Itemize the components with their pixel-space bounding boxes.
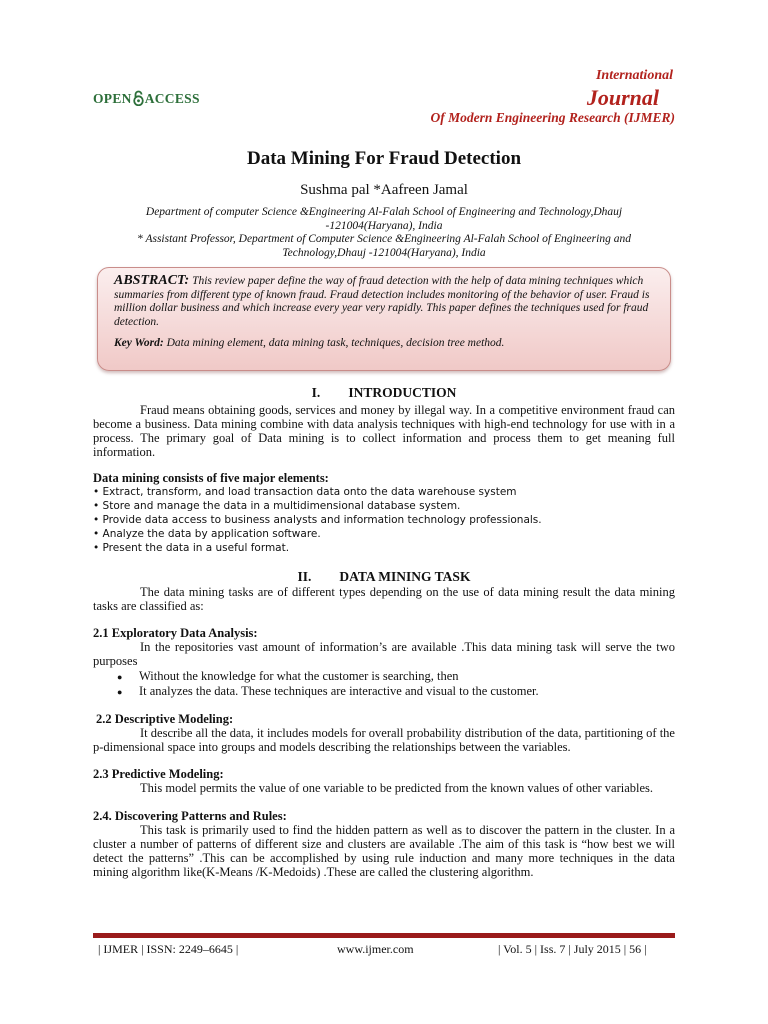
list-item: ● It analyzes the data. These techniques are interactive and visual to the customer.	[117, 684, 539, 699]
abstract-label: ABSTRACT:	[114, 273, 190, 288]
subsection-2-3-text: This model permits the value of one variable to be predicted from the known values of other variables.	[140, 781, 654, 795]
footer-issn: | IJMER | ISSN: 2249–6645 |	[98, 942, 239, 956]
keywords-text: Data mining element, data mining task, techniques, decision tree method.	[166, 337, 505, 349]
section-2-number: II.	[297, 569, 312, 584]
open-access-right: ACCESS	[144, 91, 200, 106]
paper-title: Data Mining For Fraud Detection	[246, 148, 522, 169]
keywords	[114, 337, 656, 349]
section-1-heading	[0, 385, 768, 401]
keywords-label: Key Word:	[114, 337, 164, 349]
affiliation-1: Department of computer Science &Engineering Al-Falah School of Engineering and Technology,Dhauj -121004(Haryana), India	[145, 206, 623, 232]
open-access-left: OPEN	[93, 91, 132, 106]
section-2-title: DATA MINING TASK	[339, 569, 471, 584]
subsection-2-1-bullets	[117, 669, 539, 699]
journal-intl: International	[595, 68, 673, 83]
elements-list	[93, 485, 542, 555]
list-item: • Present the data in a useful format.	[93, 542, 290, 554]
subsection-2-2-heading: 2.2 Descriptive Modeling:	[96, 712, 234, 726]
subsection-2-3-heading: 2.3 Predictive Modeling:	[93, 767, 224, 781]
affiliation-2: * Assistant Professor, Department of Computer Science &Engineering Al-Falah School of Engineering and Technology,Dhauj -121004(Haryana), India	[137, 233, 631, 259]
paper-authors: Sushma pal *Aafreen Jamal	[300, 182, 468, 198]
subsection-2-1-heading: 2.1 Exploratory Data Analysis:	[93, 626, 258, 640]
journal-name: Journal	[586, 85, 659, 110]
section-2-heading	[0, 569, 768, 585]
list-item: • Analyze the data by application software.	[93, 528, 321, 540]
list-item: • Provide data access to business analysts and information technology professionals.	[93, 514, 542, 526]
section-1-number: I.	[311, 385, 321, 400]
footer-volume: | Vol. 5 | Iss. 7 | July 2015 | 56 |	[498, 942, 647, 956]
abstract-box	[97, 267, 671, 371]
subsection-2-2-text: It describe all the data, it includes models for overall probability distribution of the data, partitioning of the p-dimensional space into groups and models describing the relationships between the variables.	[93, 726, 675, 754]
footer-rule	[93, 933, 675, 938]
open-access-logo	[93, 90, 200, 110]
open-lock-icon	[133, 90, 144, 110]
section-1-title: INTRODUCTION	[348, 385, 457, 400]
elements-heading: Data mining consists of five major elements:	[93, 471, 329, 485]
abstract-text: This review paper define the way of fraud detection with the help of data mining techniques which summaries from different type of known fraud. Fraud detection includes monitoring of the behavior of user. Fraud is million dollar business and which increase every year very rapidly. This paper defines the techniques used for fraud detection.	[114, 275, 650, 328]
abstract-paragraph	[114, 274, 656, 329]
journal-subtitle: Of Modern Engineering Research (IJMER)	[430, 110, 675, 125]
subsection-2-4-text: This task is primarily used to find the hidden pattern as well as to discover the pattern in the cluster. In a cluster a number of patterns of different size and clusters are available .The aim of this task is “how best we will detect the patterns” .This can be accomplished by using rule induction and many more techniques in the data mining algorithm like(K-Means /K-Medoids) .These are called the clustering algorithm.	[93, 823, 675, 879]
intro-paragraph: Fraud means obtaining goods, services and money by illegal way. In a competitive environment fraud can become a business. Data mining combine with data analysis techniques with high-end technology for use with in a process. The primary goal of Data mining is to collect information and process them to get meaning full information.	[93, 403, 675, 459]
list-item: • Extract, transform, and load transaction data onto the data warehouse system	[93, 486, 517, 498]
list-item: • Store and manage the data in a multidimensional database system.	[93, 500, 461, 512]
subsection-2-4-heading: 2.4. Discovering Patterns and Rules:	[93, 809, 287, 823]
section-2-intro: The data mining tasks are of different types depending on the use of data mining result the data mining tasks are classified as:	[93, 585, 675, 613]
list-item: ● Without the knowledge for what the customer is searching, then	[117, 669, 539, 684]
footer-website: www.ijmer.com	[337, 942, 414, 956]
subsection-2-1-text: In the repositories vast amount of information’s are available .This data mining task will serve the two purposes	[93, 640, 675, 668]
